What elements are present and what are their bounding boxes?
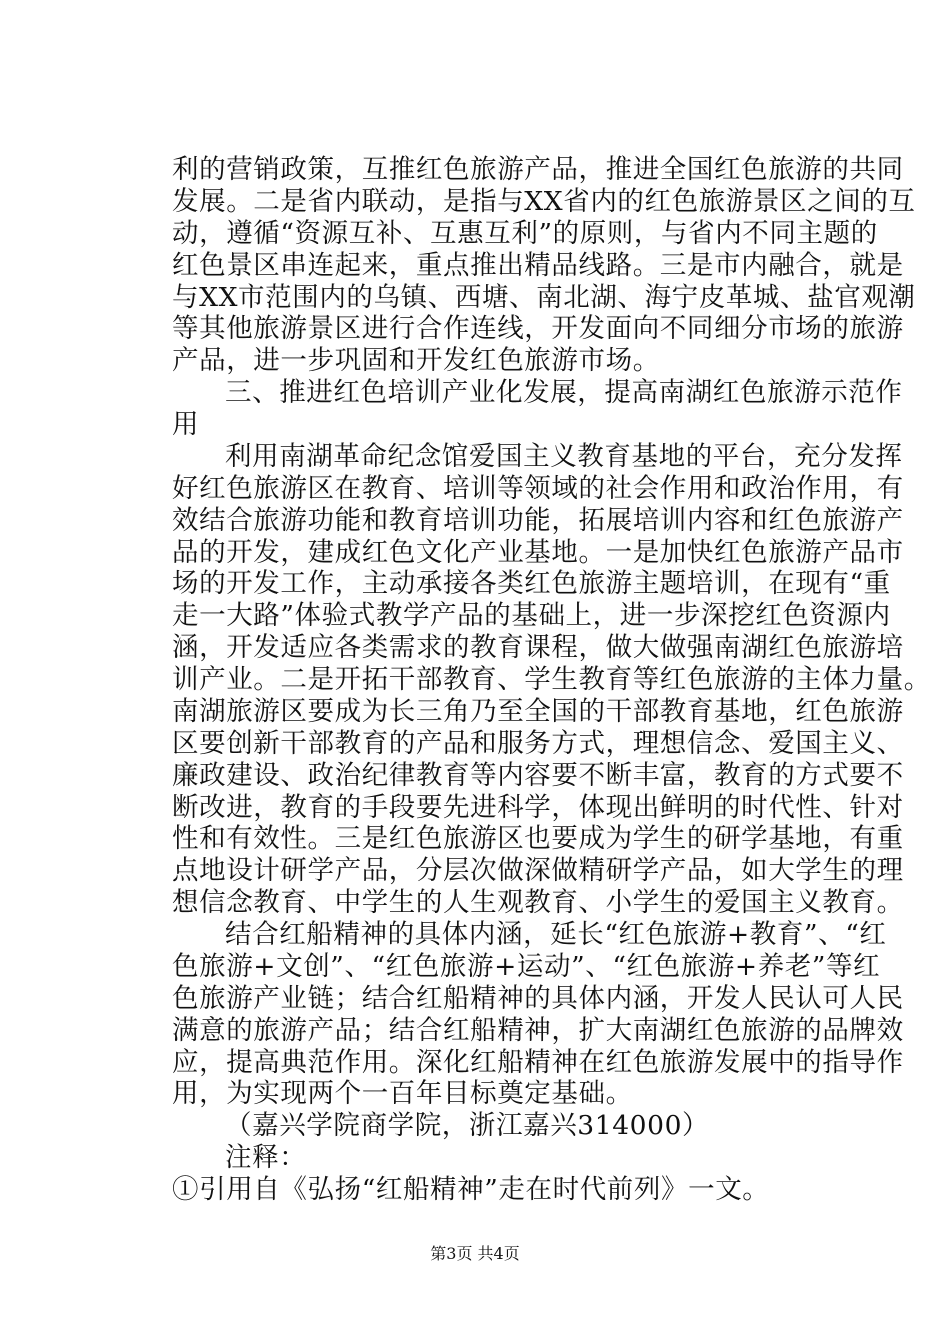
text-line: 点地设计研学产品，分层次做深做精研学产品，如大学生的理 [172,855,904,887]
text-line: 注释： [225,1142,307,1174]
text-line: 品的开发，建成红色文化产业基地。一是加快红色旅游产品市 [172,536,904,568]
text-line: 区要创新干部教育的产品和服务方式，理想信念、爱国主义、 [172,727,904,759]
text-line: 场的开发工作，主动承接各类红色旅游主题培训，在现有“重 [172,568,891,600]
text-line: 走一大路”体验式教学产品的基础上，进一步深挖红色资源内 [172,600,891,632]
text-line: 产品，进一步巩固和开发红色旅游市场。 [172,345,660,377]
text-line: （嘉兴学院商学院，浙江嘉兴314000） [225,1110,710,1142]
page-footer: 第3页 共4页 [430,1244,520,1263]
text-line: 训产业。二是开拓干部教育、学生教育等红色旅游的主体力量。 [172,664,931,695]
text-line: 结合红船精神的具体内涵，延长“红色旅游+教育”、“红 [225,919,887,950]
text-line: ①引用自《弘扬“红船精神”走在时代前列》一文。 [172,1174,770,1205]
text-line: 发展。二是省内联动，是指与XX省内的红色旅游景区之间的互 [172,185,916,217]
text-line: 色旅游产业链；结合红船精神的具体内涵，开发人民认可人民 [172,982,904,1014]
text-line: 断改进，教育的手段要先进科学，体现出鲜明的时代性、针对 [172,791,904,823]
text-line: 用 [172,409,200,440]
text-line: 效结合旅游功能和教育培训功能，拓展培训内容和红色旅游产 [172,504,904,536]
text-line: 红色景区串连起来，重点推出精品线路。三是市内融合，就是 [172,249,904,281]
text-line: 好红色旅游区在教育、培训等领域的社会作用和政治作用，有 [172,472,904,504]
text-line: 色旅游+文创”、“红色旅游+运动”、“红色旅游+养老”等红 [172,950,881,982]
text-line: 南湖旅游区要成为长三角乃至全国的干部教育基地，红色旅游 [172,695,904,727]
text-line: 想信念教育、中学生的人生观教育、小学生的爱国主义教育。 [172,887,904,919]
text-line: 性和有效性。三是红色旅游区也要成为学生的研学基地，有重 [172,823,904,855]
text-line: 应，提高典范作用。深化红船精神在红色旅游发展中的指导作 [172,1046,904,1078]
text-line: 等其他旅游景区进行合作连线，开发面向不同细分市场的旅游 [172,313,904,345]
text-line: 利用南湖革命纪念馆爱国主义教育基地的平台，充分发挥 [225,440,903,472]
text-line: 动，遵循“资源互补、互惠互利”的原则，与省内不同主题的 [172,217,878,249]
text-line: 满意的旅游产品；结合红船精神，扩大南湖红色旅游的品牌效 [172,1014,904,1046]
text-line: 与XX市范围内的乌镇、西塘、南北湖、海宁皮革城、盐官观潮 [172,281,916,313]
text-line: 涵，开发适应各类需求的教育课程，做大做强南湖红色旅游培 [172,632,904,664]
text-line: 廉政建设、政治纪律教育等内容要不断丰富，教育的方式要不 [172,759,904,791]
text-line: 三、推进红色培训产业化发展，提高南湖红色旅游示范作 [225,377,903,409]
text-line: 用，为实现两个一百年目标奠定基础。 [172,1078,633,1110]
text-line: 利的营销政策，互推红色旅游产品，推进全国红色旅游的共同 [172,154,904,185]
